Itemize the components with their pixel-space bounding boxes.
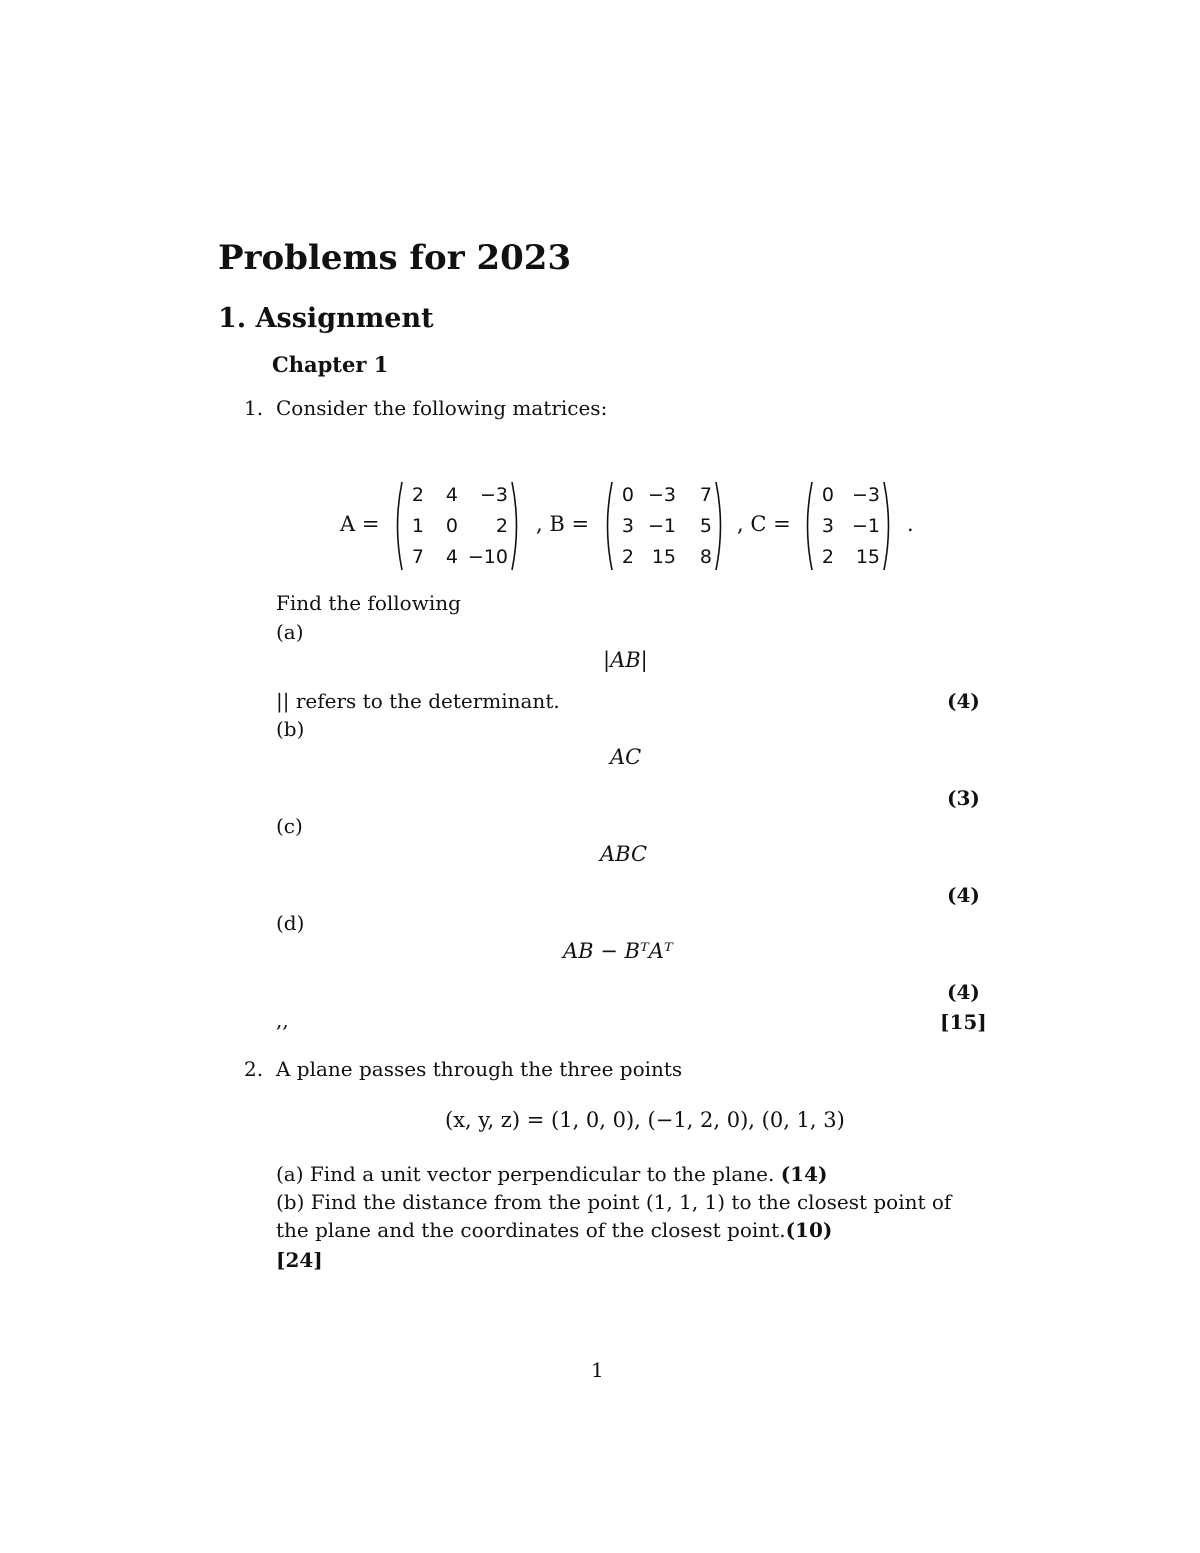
problem2-intro: A plane passes through the three points <box>276 1057 683 1081</box>
points-expression: (x, y, z) = (1, 0, 0), (−1, 2, 0), (0, 1, 3) <box>445 1108 845 1132</box>
part-a-marks: (4) <box>947 689 980 713</box>
problem2-total: [24] <box>276 1248 323 1272</box>
matrix-entry: −1 <box>647 514 676 537</box>
part-a-note: || refers to the determinant. <box>276 689 560 713</box>
matrix-entry: 8 <box>699 545 712 568</box>
matrix-entry: −3 <box>479 483 508 506</box>
matrix-a-entries <box>404 481 510 572</box>
part-b-expression: AC <box>610 745 642 769</box>
matrix-entry: 2 <box>621 545 634 568</box>
part-a-marks: (14) <box>780 1162 828 1186</box>
problem1-intro: Consider the following matrices: <box>276 396 608 420</box>
document-title: Problems for 2023 <box>218 238 572 278</box>
matrix-entry: 15 <box>651 545 676 568</box>
matrix-end-period: . <box>907 512 914 536</box>
matrix-entry: 0 <box>445 514 458 537</box>
matrix-entry: 4 <box>445 545 458 568</box>
matrix-b <box>602 480 726 572</box>
right-paren-icon <box>714 480 726 572</box>
matrix-entry: −10 <box>467 545 508 568</box>
right-paren-icon <box>882 480 894 572</box>
problem2-number: 2. <box>244 1057 264 1081</box>
left-paren-icon <box>802 480 814 572</box>
part-a-text: Find a unit vector perpendicular to the plane. <box>309 1162 775 1186</box>
part-a-expression: |AB| <box>603 648 648 672</box>
matrix-entry: 2 <box>821 545 834 568</box>
matrix-entry: 1 <box>411 514 424 537</box>
matrix-entry: 0 <box>821 483 834 506</box>
matrix-entry: 5 <box>699 514 712 537</box>
matrix-entry: −3 <box>647 483 676 506</box>
matrix-entry: 15 <box>855 545 880 568</box>
matrix-c-entries <box>814 481 882 572</box>
part-c-marks: (4) <box>947 883 980 907</box>
problem2-part-b-line2 <box>276 1218 832 1242</box>
part-a-label: (a) <box>276 1162 304 1186</box>
matrix-entry: 7 <box>411 545 424 568</box>
part-d-marks: (4) <box>947 980 980 1004</box>
part-b-label: (b) <box>276 1190 305 1214</box>
matrix-a <box>392 480 522 572</box>
part-c-expression: ABC <box>600 842 648 866</box>
problem1-number: 1. <box>244 396 264 420</box>
part-b-marks: (3) <box>947 786 980 810</box>
part-d-label: (d) <box>276 911 305 935</box>
part-b-text-line2: the plane and the coordinates of the closest point. <box>276 1218 786 1242</box>
matrix-c-label: , C = <box>737 512 791 536</box>
matrix-entry: 2 <box>495 514 508 537</box>
matrix-entry: 7 <box>699 483 712 506</box>
left-paren-icon <box>392 480 404 572</box>
problem2-part-b-line1 <box>276 1190 951 1214</box>
find-following-text: Find the following <box>276 591 461 615</box>
matrix-b-label: , B = <box>536 512 590 536</box>
matrix-a-label: A = <box>340 512 380 536</box>
matrix-entry: 4 <box>445 483 458 506</box>
problem1-total: [15] <box>940 1010 987 1034</box>
part-b-marks: (10) <box>785 1218 833 1242</box>
part-a-label: (a) <box>276 620 304 644</box>
matrix-entry: 0 <box>621 483 634 506</box>
section-heading: 1. Assignment <box>218 303 434 334</box>
stray-mark: ,, <box>276 1008 289 1032</box>
chapter-heading: Chapter 1 <box>272 352 389 377</box>
matrix-entry: −3 <box>851 483 880 506</box>
page-number: 1 <box>591 1358 604 1382</box>
matrix-entry: 3 <box>621 514 634 537</box>
problem2-part-a <box>276 1162 827 1186</box>
part-b-label: (b) <box>276 717 305 741</box>
matrix-c <box>802 480 894 572</box>
matrix-b-entries <box>614 481 714 572</box>
matrix-entry: 2 <box>411 483 424 506</box>
left-paren-icon <box>602 480 614 572</box>
part-b-text-line1: Find the distance from the point (1, 1, 1) to the closest point of <box>310 1190 952 1214</box>
matrix-entry: −1 <box>851 514 880 537</box>
matrix-entry: 3 <box>821 514 834 537</box>
part-d-expression: AB − BᵀAᵀ <box>563 939 673 963</box>
right-paren-icon <box>510 480 522 572</box>
part-c-label: (c) <box>276 814 303 838</box>
